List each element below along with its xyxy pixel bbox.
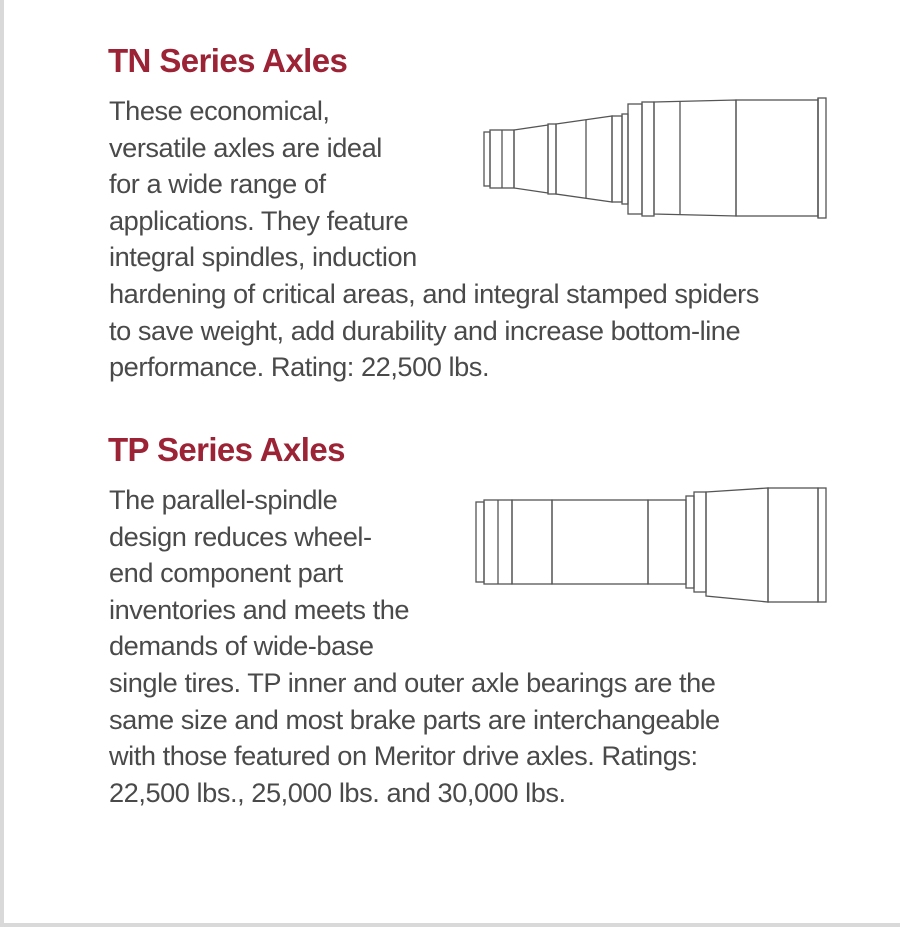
- text-line: design reduces wheel-: [109, 520, 372, 552]
- tp-series-title: TP Series Axles: [108, 431, 345, 468]
- tn-series-title: TN Series Axles: [108, 42, 348, 79]
- tp-axle-illustration: [472, 484, 832, 608]
- text-line: with those featured on Meritor drive axles. Ratings:: [109, 740, 698, 772]
- text-line: versatile axles are ideal: [109, 131, 382, 163]
- text-line: demands of wide-base: [109, 630, 374, 662]
- text-line: same size and most brake parts are interchangeable: [109, 703, 720, 735]
- tn-axle-illustration: [480, 94, 832, 222]
- text-line: 22,500 lbs., 25,000 lbs. and 30,000 lbs.: [109, 776, 566, 808]
- text-line: single tires. TP inner and outer axle bearings are the: [109, 666, 716, 698]
- text-line: inventories and meets the: [109, 593, 410, 625]
- text-line: for a wide range of: [109, 168, 326, 200]
- text-line: end component part: [109, 557, 343, 589]
- text-line: These economical,: [109, 95, 330, 126]
- text-line: The parallel-spindle: [109, 484, 338, 515]
- text-line: to save weight, add durability and increase bottom-line: [109, 314, 741, 346]
- text-line: hardening of critical areas, and integral stamped spiders: [109, 277, 759, 309]
- text-line: performance. Rating: 22,500 lbs.: [109, 351, 490, 383]
- text-line: applications. They feature: [109, 204, 409, 236]
- text-line: integral spindles, induction: [109, 241, 417, 273]
